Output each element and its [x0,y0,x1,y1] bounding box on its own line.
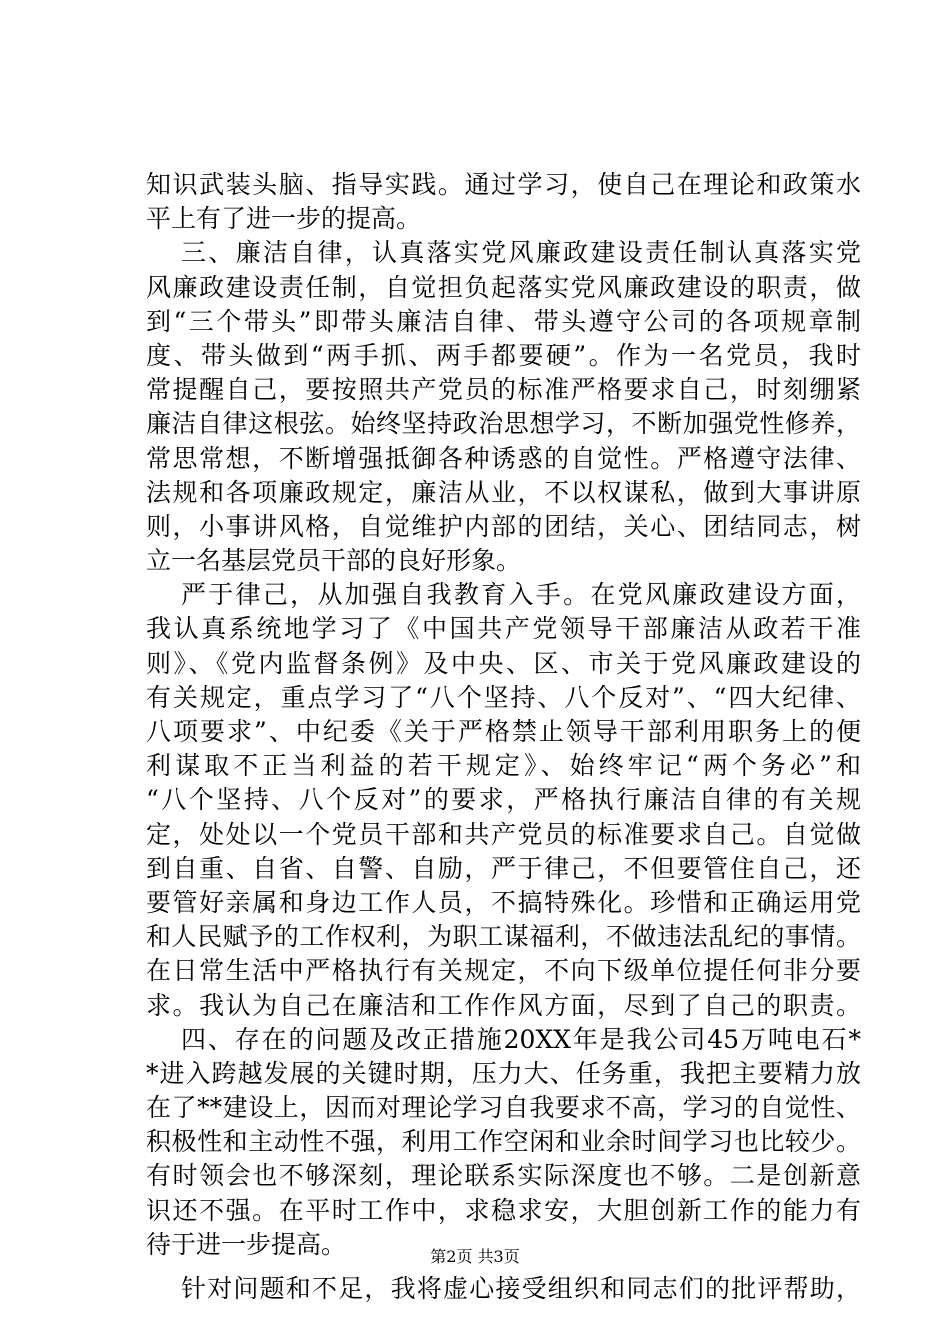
text-line: 有时领会也不够深刻，理论联系实际深度也不够。二是创新意 [146,1161,861,1191]
text-line: 到自重、自省、自警、自励，严于律己，不但要管住自己，还 [146,853,861,883]
text-line: 和人民赋予的工作权利，为职工谋福利，不做违法乱纪的事情。 [146,922,861,952]
text-line: 待于进一步提高。 [146,1229,347,1259]
document-body [146,168,861,1306]
text-line: 在了**建设上，因而对理论学习自我要求不高，学习的自觉性、 [146,1093,861,1123]
text-line: *进入跨越发展的关键时期，压力大、任务重，我把主要精力放 [146,1058,861,1088]
text-line: 平上有了进一步的提高。 [146,204,422,234]
text-line: 识还不强。在平时工作中，求稳求安，大胆创新工作的能力有 [146,1195,861,1225]
text-line: 常提醒自己，要按照共产党员的标准严格要求自己，时刻绷紧 [146,375,861,405]
text-line: 知识武装头脑、指导实践。通过学习，使自己在理论和政策水 [146,170,861,199]
text-line: 我认真系统地学习了《中国共产党领导干部廉洁从政若干准 [146,614,861,644]
text-line: 法规和各项廉政规定，廉洁从业，不以权谋私，做到大事讲原 [146,477,861,507]
text-line: 求。我认为自己在廉洁和工作作风方面，尽到了自己的职责。 [146,990,861,1020]
paragraph-first-line: 严于律己，从加强自我教育入手。在党风廉政建设方面， [181,580,861,610]
text-line: 在日常生活中严格执行有关规定，不向下级单位提任何非分要 [146,956,861,986]
page-number-footer: 第2页 共3页 [430,1247,520,1266]
paragraph-first-line: 针对问题和不足，我将虚心接受组织和同志们的批评帮助， [181,1274,861,1303]
text-line: 度、带头做到“两手抓、两手都要硬”。作为一名党员，我时 [146,340,861,370]
text-line: 则，小事讲风格，自觉维护内部的团结，关心、团结同志，树 [146,511,861,541]
paragraph-heading-line: 四、存在的问题及改正措施20XX年是我公司45万吨电石* [181,1024,861,1054]
paragraph-heading-line: 三、廉洁自律，认真落实党风廉政建设责任制认真落实党 [181,238,861,268]
text-line: 有关规定，重点学习了“八个坚持、八个反对”、“四大纪律、 [146,682,861,712]
text-line: 八项要求”、中纪委《关于严格禁止领导干部利用职务上的便 [146,717,861,746]
text-line: 要管好亲属和身边工作人员，不搞特殊化。珍惜和正确运用党 [146,887,861,917]
text-line: 则》、《党内监督条例》及中央、区、市关于党风廉政建设的 [146,648,861,678]
text-line: 利谋取不正当利益的若干规定》、始终牢记“两个务必”和 [146,751,861,781]
text-line: “八个坚持、八个反对”的要求，严格执行廉洁自律的有关规 [146,785,861,815]
text-line: 立一名基层党员干部的良好形象。 [146,546,522,576]
text-line: 积极性和主动性不强，利用工作空闲和业余时间学习也比较少。 [146,1127,861,1157]
text-line: 风廉政建设责任制，自觉担负起落实党风廉政建设的职责，做 [146,272,861,302]
text-line: 定，处处以一个党员干部和共产党员的标准要求自己。自觉做 [146,819,861,849]
text-line: 常思常想，不断增强抵御各种诱惑的自觉性。严格遵守法律、 [146,443,861,473]
text-line: 廉洁自律这根弦。始终坚持政治思想学习，不断加强党性修养， [146,409,861,439]
text-line: 到“三个带头”即带头廉洁自律、带头遵守公司的各项规章制 [146,306,861,336]
